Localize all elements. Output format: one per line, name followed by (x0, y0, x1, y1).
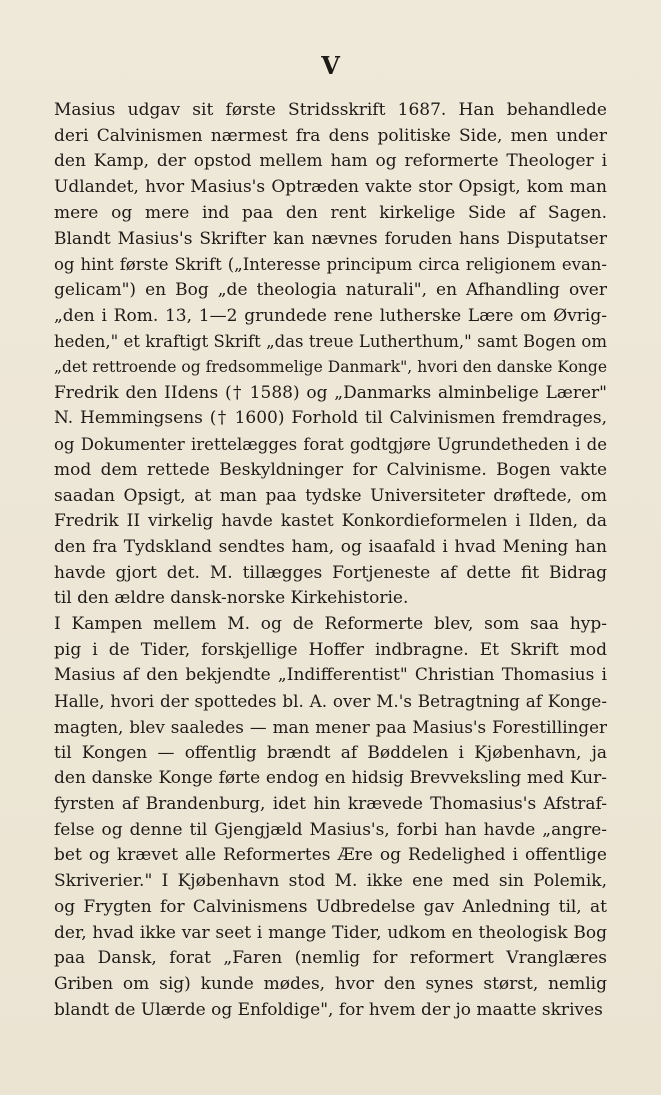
text-line: saadan Opsigt, at man paa tydske Universiteter drøftede, om (54, 485, 607, 506)
text-line: fyrsten af Brandenburg, idet hin krævede Thomasius's Afstraf- (54, 793, 607, 814)
page-number: V (321, 51, 340, 80)
text-line: og Dokumenter irettelægges forat godtgjøre Ugrundetheden i de (54, 435, 607, 455)
paragraph-2 (54, 612, 607, 1023)
text-line: Masius udgav sit første Stridsskrift 1687. Han behandlede (54, 100, 607, 120)
text-line: magten, blev saaledes — man mener paa Masius's Forestillinger (54, 716, 607, 737)
text-line: paa Dansk, forat „Faren (nemlig for reformert Vranglæres (54, 948, 607, 969)
text-line: heden," et kraftigt Skrift „das treue Lutherthum," samt Bogen om (54, 332, 607, 352)
text-line: Fredrik II virkelig havde kastet Konkordieformelen i Ilden, da (54, 511, 607, 532)
text-line: Udlandet, hvor Masius's Optræden vakte stor Opsigt, kom man (54, 177, 607, 198)
text-line: I Kampen mellem M. og de Reformerte blev, som saa hyp- (54, 614, 607, 635)
text-line: havde gjort det. M. tillægges Fortjeneste af dette fit Bidrag (54, 562, 607, 583)
text-line: bet og krævet alle Reformertes Ære og Redelighed i offentlige (54, 845, 607, 866)
text-line: blandt de Ulærde og Enfoldige", for hvem der jo maatte skrives (54, 999, 603, 1020)
text-line: mod dem rettede Beskyldninger for Calvinisme. Bogen vakte (54, 459, 607, 480)
text-line: og hint første Skrift („Interesse principum circa religionem evan- (54, 255, 607, 275)
text-line: Griben om sig) kunde mødes, hvor den synes størst, nemlig (54, 973, 607, 994)
text-line: Halle, hvori der spottedes bl. A. over M.'s Betragtning af Konge- (54, 691, 607, 712)
text-line: deri Calvinismen nærmest fra dens politiske Side, men under (54, 125, 607, 146)
text-line: den fra Tydskland sendtes ham, og isaafald i hvad Mening han (54, 536, 607, 557)
paragraph-1 (54, 98, 607, 612)
text-line: Skriverier." I Kjøbenhavn stod M. ikke ene med sin Polemik, (54, 871, 607, 892)
text-line: gelicam") en Bog „de theologia naturali", en Afhandling over (54, 279, 607, 300)
text-line: Fredrik den IIdens († 1588) og „Danmarks alminbelige Lærer" (54, 382, 607, 403)
text-line: den danske Konge førte endog en hidsig Brevveksling med Kur- (54, 768, 607, 789)
text-line: og Frygten for Calvinismens Udbredelse gav Anledning til, at (54, 896, 607, 917)
text-line: mere og mere ind paa den rent kirkelige Side af Sagen. (54, 202, 607, 223)
text-line: til den ældre dansk-norske Kirkehistorie. (54, 588, 409, 609)
text-line: Masius af den bekjendte „Indifferentist" Christian Thomasius i (54, 665, 607, 686)
text-line: til Kongen — offentlig brændt af Bøddelen i Kjøbenhavn, ja (54, 742, 607, 763)
text-line: „den i Rom. 13, 1—2 grundede rene lutherske Lære om Øvrig- (54, 305, 607, 326)
text-line: „det rettroende og fredsommelige Danmark", hvori den danske Konge (54, 358, 607, 377)
text-line: pig i de Tider, forskjellige Hoffer indbragne. Et Skrift mod (54, 639, 607, 660)
text-line: Blandt Masius's Skrifter kan nævnes foruden hans Disputatser (54, 228, 607, 249)
text-line: N. Hemmingsens († 1600) Forhold til Calvinismen fremdrages, (54, 408, 607, 429)
text-line: den Kamp, der opstod mellem ham og reformerte Theologer i (54, 151, 607, 172)
text-line: der, hvad ikke var seet i mange Tider, udkom en theologisk Bog (54, 922, 607, 943)
text-line: felse og denne til Gjengjæld Masius's, forbi han havde „angre- (54, 819, 607, 840)
